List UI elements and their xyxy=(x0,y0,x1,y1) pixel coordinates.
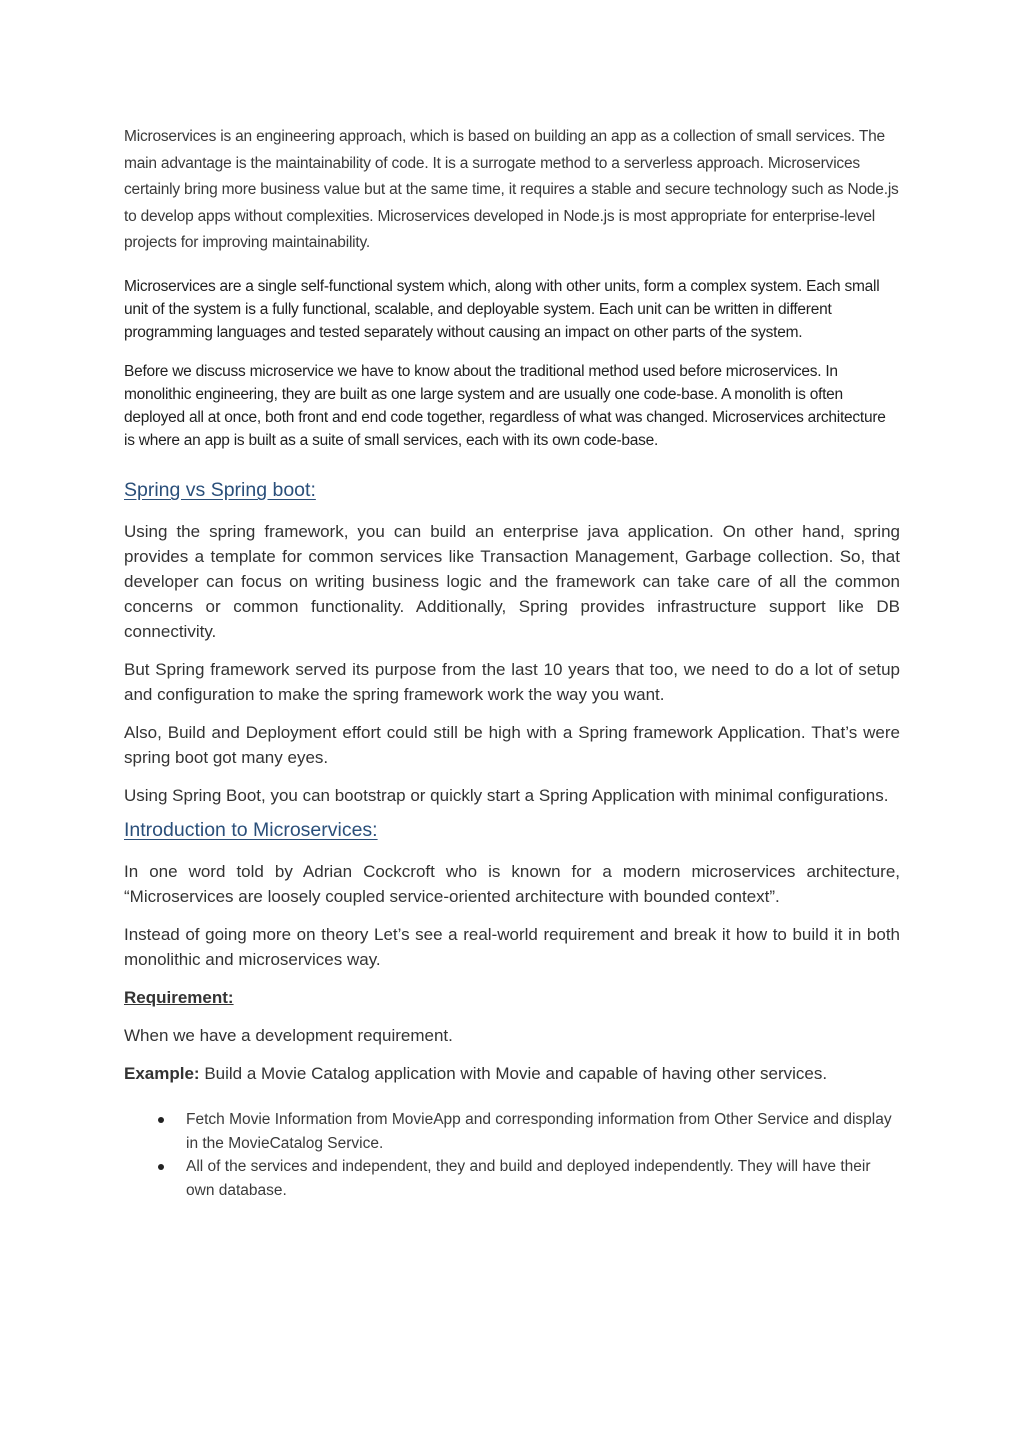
spring-paragraph-4: Using Spring Boot, you can bootstrap or quickly start a Spring Application with minimal configurations. xyxy=(124,786,889,806)
list-item xyxy=(124,1155,900,1202)
bullet-text-2: All of the services and independent, they and build and deployed independently. They will have their own database. xyxy=(186,1158,871,1199)
example-paragraph xyxy=(124,1061,900,1086)
example-label: Example: xyxy=(124,1064,200,1084)
micro-paragraph-1: In one word told by Adrian Cockcroft who is known for a modern microservices architecture, “Microservices are loosely coupled service-oriented architecture with bounded context”. xyxy=(124,862,900,907)
bullet-dot-icon xyxy=(158,1164,164,1170)
intro-paragraph-2: Microservices are a single self-functional system which, along with other units, form a complex system. Each small unit of the system is a fully functional, scalable, and deployable system. Each unit can be written in different programming languages and tested separately without causing an impact on other parts of the system. xyxy=(124,277,880,342)
intro-paragraph-3: Before we discuss microservice we have to know about the traditional method used before microservices. In monolithic engineering, they are built as one large system and are usually one code-base. A monolith is often deployed all at once, both front and end code together, regardless of what was changed. Microservices architecture is where an app is built as a suite of small services, each with its own code-base. xyxy=(124,362,886,450)
example-text: Build a Movie Catalog application with Movie and capable of having other services. xyxy=(199,1064,828,1084)
spring-paragraph-1: Using the spring framework, you can build an enterprise java application. On other hand, spring provides a template for common services like Transaction Management, Garbage collection. So, that developer can focus on writing business logic and the framework can take care of all the common concerns or common functionality. Additionally, Spring provides infrastructure support like DB connectivity. xyxy=(124,522,900,642)
heading-introduction-to-microservices: Introduction to Microservices: xyxy=(124,819,378,842)
micro-paragraph-2: Instead of going more on theory Let’s see a real-world requirement and break it how to build it in both monolithic and microservices way. xyxy=(124,925,900,970)
spring-paragraph-2: But Spring framework served its purpose from the last 10 years that too, we need to do a lot of setup and configuration to make the spring framework work the way you want. xyxy=(124,660,900,705)
bullet-dot-icon xyxy=(158,1117,164,1123)
bullet-text-1: Fetch Movie Information from MovieApp and corresponding information from Other Service and display in the MovieCatalog Service. xyxy=(186,1111,892,1152)
intro-paragraph-1: Microservices is an engineering approach, which is based on building an app as a collection of small services. The main advantage is the maintainability of code. It is a surrogate method to a serverless approach. Microservices certainly bring more business value but at the same time, it requires a stable and secure technology such as Node.js to develop apps without complexities. Microservices developed in Node.js is most appropriate for enterprise-level projects for improving maintainability. xyxy=(124,128,899,252)
requirement-text: When we have a development requirement. xyxy=(124,1026,453,1046)
spring-paragraph-3: Also, Build and Deployment effort could still be high with a Spring framework Application. That’s were spring boot got many eyes. xyxy=(124,723,900,768)
document-page xyxy=(124,124,900,1202)
heading-spring-vs-spring-boot: Spring vs Spring boot: xyxy=(124,479,316,502)
requirement-bullet-list xyxy=(124,1108,900,1202)
list-item xyxy=(124,1108,900,1155)
requirement-heading: Requirement: xyxy=(124,988,234,1008)
